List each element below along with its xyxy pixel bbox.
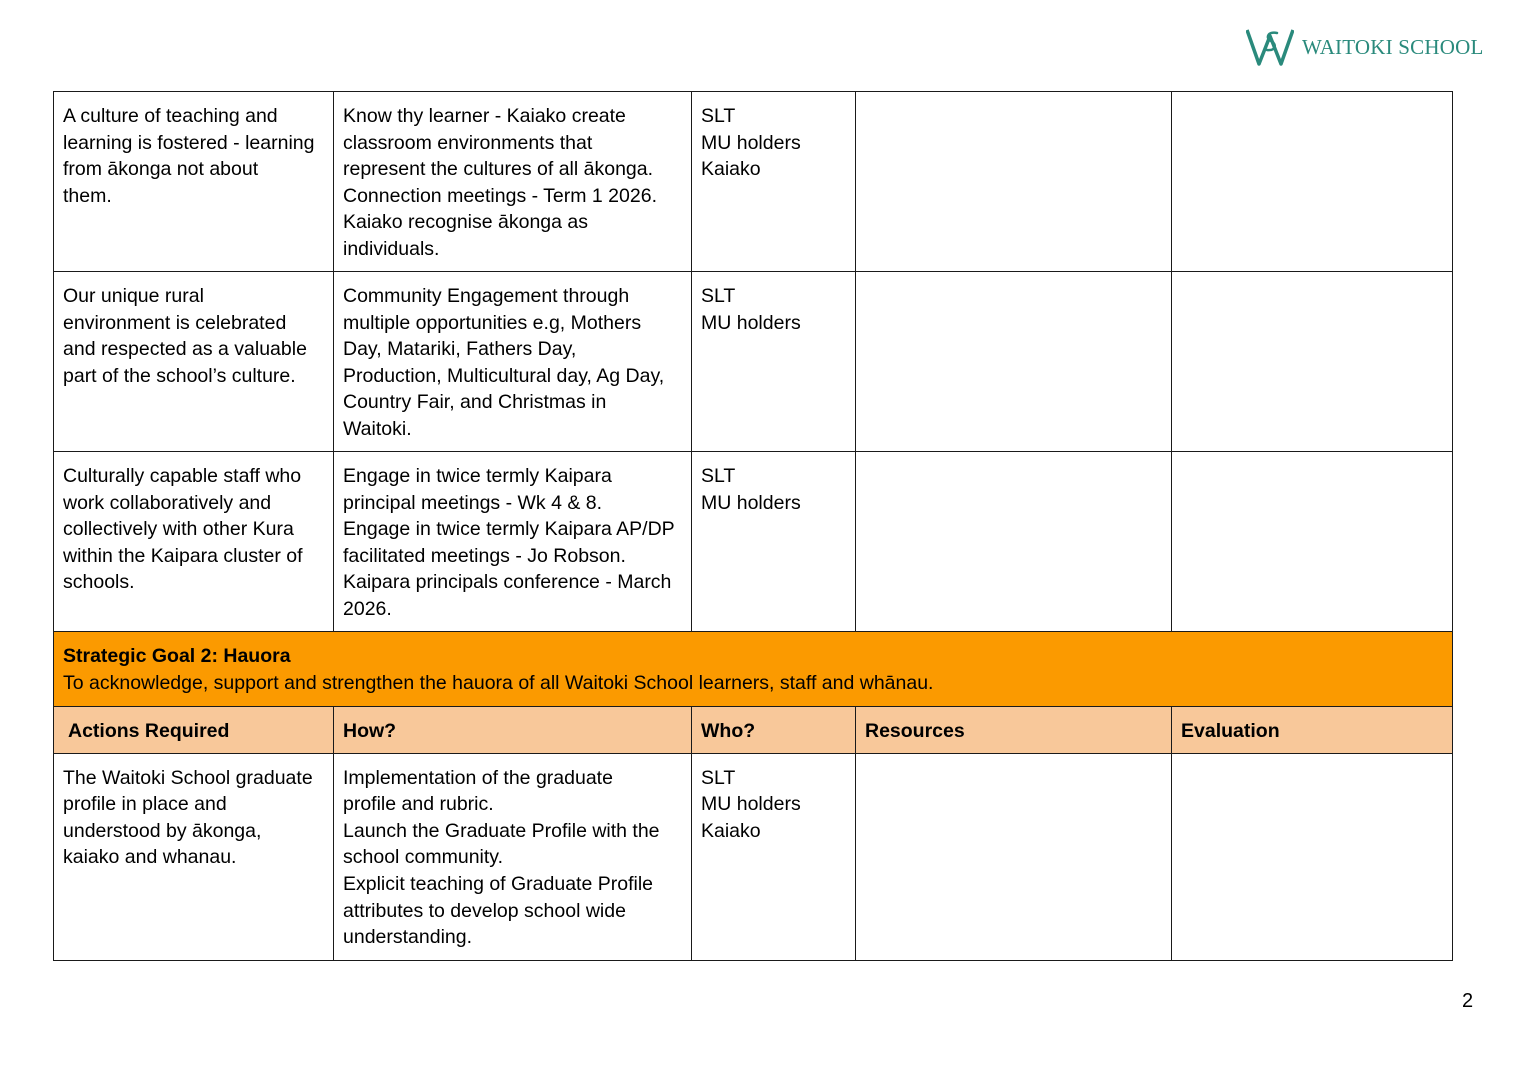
cell-line: The Waitoki School graduate <box>63 766 313 789</box>
cell-line: Culturally capable staff who <box>63 465 302 487</box>
cell-line: MU holders <box>701 311 801 334</box>
column-header-actions: Actions Required <box>54 707 334 754</box>
goal-description: To acknowledge, support and strengthen the hauora of all Waitoki School learners, staff and whānau. <box>63 671 934 694</box>
cell-line: Country Fair, and Christmas in <box>343 391 607 414</box>
cell-line: attributes to develop school wide <box>343 899 626 922</box>
logo-text: WAITOKI SCHOOL <box>1302 34 1484 59</box>
table-row <box>54 272 1453 452</box>
how-cell <box>334 753 692 960</box>
cell-line: SLT <box>701 465 736 487</box>
cell-line: Day, Matariki, Fathers Day, <box>343 338 577 361</box>
cell-line: collectively with other Kura <box>63 518 294 541</box>
cell-line: facilitated meetings - Jo Robson. <box>343 544 626 567</box>
cell-line: MU holders <box>701 491 801 514</box>
cell-line: Connection meetings - Term 1 2026. <box>343 184 657 207</box>
cell-line: profile and rubric. <box>343 793 494 816</box>
table-row <box>54 753 1453 960</box>
cell-line: Production, Multicultural day, Ag Day, <box>343 364 665 387</box>
strategic-goal-row <box>54 632 1453 707</box>
how-cell <box>334 452 692 632</box>
cell-line: multiple opportunities e.g, Mothers <box>343 311 642 334</box>
cell-line: A culture of teaching and <box>63 105 278 127</box>
cell-line: profile in place and <box>63 793 227 816</box>
cell-line: SLT <box>701 105 736 127</box>
cell-line: work collaboratively and <box>63 491 272 514</box>
cell-line: Engage in twice termly Kaipara <box>343 465 612 487</box>
table-row <box>54 92 1453 272</box>
cell-line: learning is fostered - learning <box>63 131 315 154</box>
action-cell <box>54 272 334 452</box>
cell-line: Our unique rural <box>63 285 204 307</box>
cell-line: Kaiako <box>701 819 761 842</box>
cell-line: Kaiako <box>701 158 761 181</box>
cell-line: individuals. <box>343 237 440 260</box>
cell-line: school community. <box>343 846 504 869</box>
how-cell <box>334 92 692 272</box>
cell-line: principal meetings - Wk 4 & 8. <box>343 491 603 514</box>
resources-cell <box>856 272 1172 452</box>
cell-line: Know thy learner - Kaiako create <box>343 105 626 127</box>
cell-line: 2026. <box>343 597 392 620</box>
cell-line: classroom environments that <box>343 131 593 154</box>
who-cell <box>692 452 856 632</box>
cell-line: schools. <box>63 571 135 594</box>
cell-line: SLT <box>701 766 736 789</box>
cell-line: MU holders <box>701 131 801 154</box>
cell-line: part of the school’s culture. <box>63 364 296 387</box>
cell-line: from ākonga not about <box>63 158 259 181</box>
how-cell <box>334 272 692 452</box>
resources-cell <box>856 92 1172 272</box>
action-cell <box>54 753 334 960</box>
evaluation-cell <box>1172 753 1453 960</box>
table-row <box>54 452 1453 632</box>
cell-line: Implementation of the graduate <box>343 766 613 789</box>
cell-line: MU holders <box>701 793 801 816</box>
action-cell <box>54 92 334 272</box>
resources-cell <box>856 753 1172 960</box>
cell-line: Explicit teaching of Graduate Profile <box>343 872 654 895</box>
strategic-goal-cell <box>54 632 1453 707</box>
cell-line: SLT <box>701 285 736 307</box>
column-header-how: How? <box>334 707 692 754</box>
strategic-plan-table <box>53 91 1453 961</box>
cell-line: understood by ākonga, <box>63 819 262 842</box>
evaluation-cell <box>1172 272 1453 452</box>
school-logo <box>1246 26 1484 68</box>
column-header-who: Who? <box>692 707 856 754</box>
cell-line: Kaiako recognise ākonga as <box>343 211 588 234</box>
cell-line: understanding. <box>343 926 473 949</box>
column-header-row <box>54 707 1453 754</box>
ws-monogram-icon <box>1246 26 1294 68</box>
cell-line: represent the cultures of all ākonga. <box>343 158 654 181</box>
cell-line: Kaipara principals conference - March <box>343 571 672 594</box>
cell-line: within the Kaipara cluster of <box>63 544 303 567</box>
column-header-resources: Resources <box>856 707 1172 754</box>
resources-cell <box>856 452 1172 632</box>
cell-line: kaiako and whanau. <box>63 846 237 869</box>
page-number: 2 <box>1462 990 1474 1012</box>
cell-line: Launch the Graduate Profile with the <box>343 819 660 842</box>
column-header-evaluation: Evaluation <box>1172 707 1453 754</box>
who-cell <box>692 92 856 272</box>
cell-line: and respected as a valuable <box>63 338 307 361</box>
who-cell <box>692 753 856 960</box>
who-cell <box>692 272 856 452</box>
cell-line: them. <box>63 184 112 207</box>
evaluation-cell <box>1172 92 1453 272</box>
goal-title: Strategic Goal 2: Hauora <box>63 645 291 667</box>
evaluation-cell <box>1172 452 1453 632</box>
cell-line: Waitoki. <box>343 417 412 440</box>
cell-line: Engage in twice termly Kaipara AP/DP <box>343 518 675 541</box>
cell-line: Community Engagement through <box>343 285 630 307</box>
cell-line: environment is celebrated <box>63 311 287 334</box>
action-cell <box>54 452 334 632</box>
